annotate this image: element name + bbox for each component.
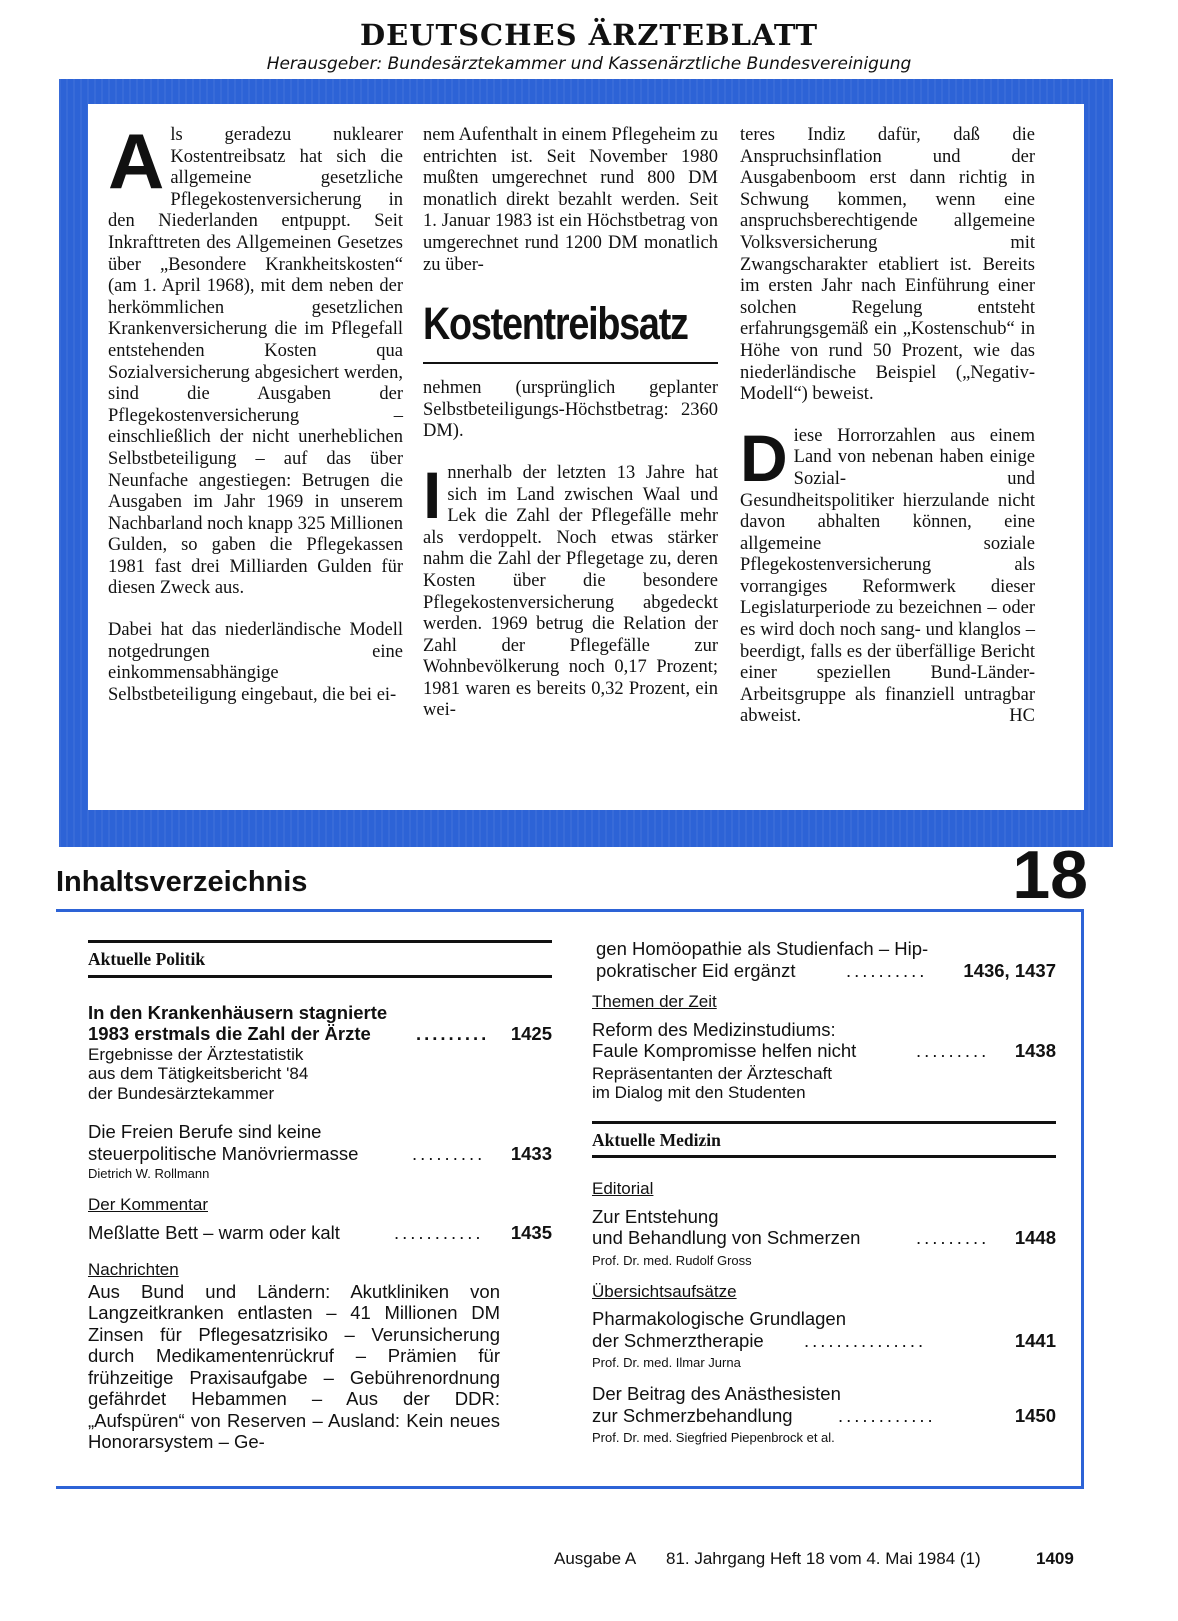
editorial-column-1	[108, 117, 403, 706]
divider	[423, 362, 718, 364]
author: Prof. Dr. med. Ilmar Jurna	[592, 1355, 741, 1370]
toc-entry[interactable]: Zur Entstehung und Behandlung von Schmerzen ......... 1448	[592, 1205, 1056, 1248]
page-number: 1433	[505, 1143, 552, 1165]
author-initials: HC	[1009, 706, 1035, 727]
page-number: 1435	[505, 1222, 552, 1244]
paragraph: nem Aufenthalt in einem Pflegeheim zu entrichten ist. Seit November 1980 mußten umgerechnet rund 800 DM monatlich direkt bezahlt werden. Seit 1. Januar 1983 ist ein Höchstbetrag von umgerechnet rund 1200 DM monatlich zu über-	[423, 125, 718, 275]
editorial-column-3	[740, 125, 1035, 728]
page-number: 1441	[1009, 1330, 1056, 1352]
category-label: Der Kommentar	[88, 1195, 208, 1214]
author: Dietrich W. Rollmann	[88, 1166, 210, 1181]
toc-entry[interactable]: Reform des Medizinstudiums: Faule Kompromisse helfen nicht ......... 1438	[592, 1018, 1056, 1061]
toc-column-right	[592, 938, 1056, 1446]
paragraph: nehmen (ursprünglich geplanter Selbstbeteiligungs-Höchstbetrag: 2360 DM).	[423, 378, 718, 442]
toc-column-left	[88, 940, 552, 1453]
issue-number: 18	[1012, 837, 1088, 913]
footer-page-number: 1409	[1036, 1549, 1074, 1568]
section-heading: Aktuelle Politik	[88, 940, 552, 978]
footer-issue-info: 81. Jahrgang Heft 18 vom 4. Mai 1984 (1)	[666, 1549, 981, 1568]
drop-cap: A	[108, 117, 165, 205]
section-heading: Aktuelle Medizin	[592, 1121, 1056, 1159]
drop-cap: I	[423, 457, 442, 532]
paragraph: Diese Horrorzahlen aus einem Land von nebenan haben einige Sozial- und Gesundheitspolitiker hierzulande nicht davon abhalten können, eine allgemeine soziale Pflegekostenversicherung als vorrangiges Reformwerk dieser Legislaturperiode zu bezeichnen – oder es wird doch noch sang- und klanglos – beerdigt, falls es der überfällige Bericht einer speziellen Bund-Länder-Arbeitsgruppe als finanziell untragbar abweist. HC	[740, 420, 1035, 727]
headline: Kostentreibsatz	[423, 298, 688, 350]
publisher-line: Herausgeber: Bundesärztekammer und Kassenärztliche Bundesvereinigung	[266, 54, 912, 74]
author: Prof. Dr. med. Siegfried Piepenbrock et al.	[592, 1430, 835, 1445]
news-summary[interactable]: Aus Bund und Ländern: Akutkliniken von Langzeitkranken entlasten – 41 Millionen DM Zinsen für Pflegesatzrisiko – Verunsicherung durch Medikamentenrückruf – Prämien für frühzeitige Praxisaufgabe – Gebührenordnung gefährdet Hebammen – Aus der DDR: „Aufspüren“ von Reserven – Ausland: Kein neues Honorarsystem – Ge-	[88, 1280, 500, 1452]
paragraph: Dabei hat das niederländische Modell notgedrungen eine einkommensabhängige Selbstbeteiligung eingebaut, die bei ei-	[108, 620, 403, 705]
toc-entry[interactable]: Pharmakologische Grundlagen der Schmerztherapie ............... 1441	[592, 1308, 1056, 1351]
footer-edition: Ausgabe A	[554, 1549, 637, 1568]
page-number: 1425	[505, 1023, 552, 1045]
page-number: 1438	[1009, 1040, 1056, 1062]
toc-entry[interactable]: Die Freien Berufe sind keine steuerpolitische Manövriermasse ......... 1433	[88, 1121, 552, 1164]
toc-entry[interactable]: Der Beitrag des Anästhesisten zur Schmerzbehandlung ............ 1450	[592, 1383, 1056, 1426]
page-number: 1450	[1009, 1405, 1056, 1427]
category-label: Übersichtsaufsätze	[592, 1281, 737, 1301]
paragraph: teres Indiz dafür, daß die Anspruchsinflation und der Ausgabenboom erst dann richtig in Schwung kommen, wenn eine anspruchsberechtigende allgemeine Volksversicherung mit Zwangscharakter etabliert ist. Bereits im ersten Jahr nach Einführung einer solchen Regelung entsteht erfahrungsgemäß ein „Kostenschub“ in Höhe von rund 50 Prozent, wie das niederländische Beispiel („Negativ-Modell“) beweist.	[740, 125, 1035, 405]
toc-entry[interactable]: In den Krankenhäusern stagnierte 1983 erstmals die Zahl der Ärzte ......... 1425	[88, 1001, 552, 1044]
toc-entry[interactable]: Meßlatte Bett – warm oder kalt ........... 1435	[88, 1221, 552, 1243]
toc-heading: Inhaltsverzeichnis	[56, 866, 308, 898]
page-number: 1448	[1009, 1227, 1056, 1249]
entry-description: Ergebnisse der Ärztestatistik aus dem Tätigkeitsbericht '84 der Bundesärztekammer	[88, 1044, 309, 1103]
category-label: Editorial	[592, 1179, 654, 1198]
category-label: Nachrichten	[88, 1260, 179, 1279]
drop-cap: D	[740, 420, 788, 495]
author: Prof. Dr. med. Rudolf Gross	[592, 1252, 752, 1268]
paragraph: Als geradezu nuklearer Kostentreibsatz hat sich die allgemeine gesetzliche Pflegekostenversicherung in den Niederlanden entpuppt. Seit Inkrafttreten des Allgemeinen Gesetzes über „Besondere Krankheitskosten“ (am 1. April 1968), mit dem neben der herkömmlichen gesetzlichen Krankenversicherung die im Pflegefall entstehenden Kosten qua Sozialversicherung abgesichert werden, sind die Ausgaben der Pflegekostenversicherung – einschließlich der nicht unerheblichen Selbstbeteiligung – auf das über Neunfache angestiegen: Betrugen die Ausgaben im Jahr 1969 in unserem Nachbarland noch knapp 325 Millionen Gulden, so gaben die Pflegekassen 1981 fast drei Milliarden Gulden für diesen Zweck aus.	[108, 117, 403, 599]
entry-description: Repräsentanten der Ärzteschaft im Dialog mit den Studenten	[592, 1063, 833, 1102]
journal-title: DEUTSCHES ÄRZTEBLATT	[359, 18, 819, 52]
page-number: 1436, 1437	[957, 960, 1056, 982]
category-label: Themen der Zeit	[592, 992, 717, 1011]
paragraph: Innerhalb der letzten 13 Jahre hat sich im Land zwischen Waal und Lek die Zahl der Pflegefälle mehr als verdoppelt. Noch etwas stärker nahm die Zahl der Pflegetage zu, deren Kosten über die besondere Pflegekostenversicherung abgedeckt werden. 1969 betrug die Relation der Zahl der Pflegefälle zur Wohnbevölkerung noch 0,17 Prozent; 1981 waren es bereits 0,32 Prozent, ein wei-	[423, 457, 718, 721]
editorial-column-2	[423, 125, 718, 722]
toc-entry-continued[interactable]: gen Homöopathie als Studienfach – Hip- pokratischer Eid ergänzt .......... 1436, 1437	[596, 938, 1056, 981]
